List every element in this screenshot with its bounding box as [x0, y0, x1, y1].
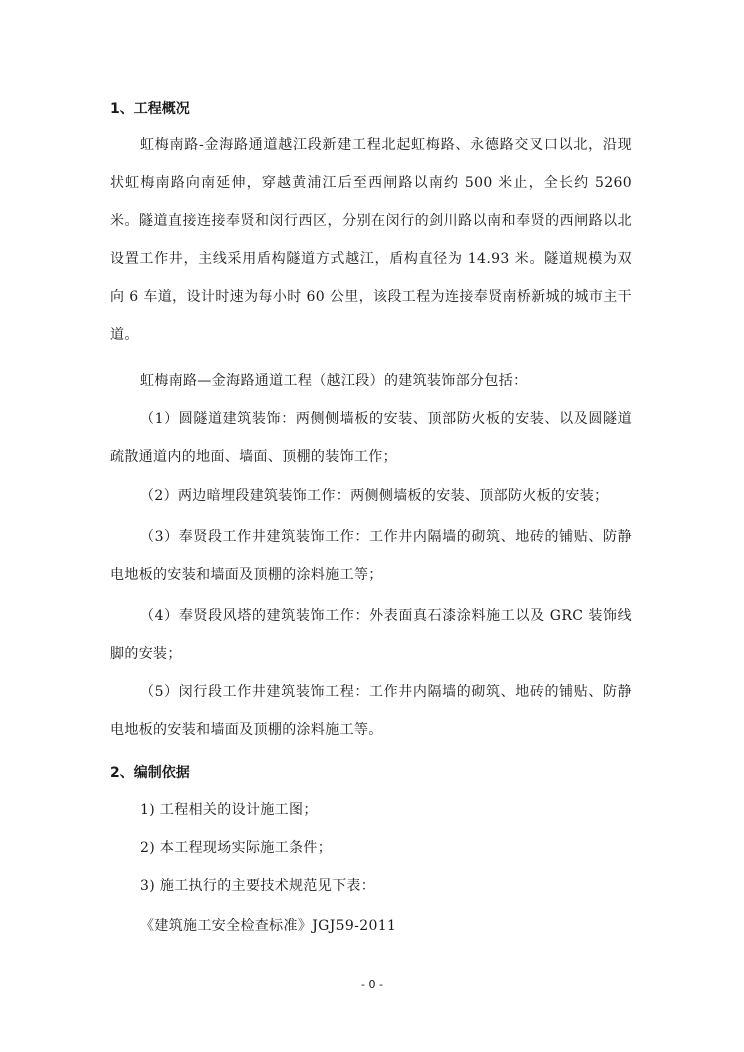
- scope-item-2: （2）两边暗埋段建筑装饰工作：两侧侧墙板的安装、顶部防火板的安装；: [140, 488, 609, 504]
- section-1-heading: 1、工程概况: [110, 101, 190, 117]
- basis-item-1: 1) 工程相关的设计施工图；: [140, 802, 318, 818]
- section-2-heading: 2、编制依据: [110, 765, 190, 781]
- scope-item-1: （1）圆隧道建筑装饰：两侧侧墙板的安装、顶部防火板的安装、以及圆隧道疏散通道内的地面、墙面、顶棚的装饰工作；: [110, 411, 632, 465]
- basis-item-3: 3) 施工执行的主要技术规范见下表：: [140, 878, 376, 894]
- basis-item-2: 2) 本工程现场实际施工条件；: [140, 840, 333, 856]
- page-number: - 0 -: [361, 978, 383, 991]
- safety-standard-reference: 《建筑施工安全检查标准》JGJ59-2011: [140, 918, 397, 934]
- decoration-scope-intro: 虹梅南路—金海路通道工程（越江段）的建筑装饰部分包括：: [140, 373, 528, 389]
- project-overview-paragraph: 虹梅南路-金海路通道越江段新建工程北起虹梅路、永德路交叉口以北，沿现状虹梅南路向南延伸，穿越黄浦江后至西闸路以南约 500 米止，全长约 5260 米。隧道直接连接奉贤和闵行西区，分别在闵行的剑川路以南和奉贤的西闸路以北设置工作井，主线采用盾构隧道方式越江，盾构直径为 14.93 米。隧道规模为双向 6 车道，设计时速为每小时 60 公里，该段工程为连接奉贤南桥新城的城市主干道。: [110, 137, 632, 343]
- scope-item-3: （3）奉贤段工作井建筑装饰工作：工作井内隔墙的砌筑、地砖的铺贴、防静电地板的安装和墙面及顶棚的涂料施工等；: [110, 529, 632, 583]
- scope-item-4: （4）奉贤段风塔的建筑装饰工作：外表面真石漆涂料施工以及 GRC 装饰线脚的安装；: [110, 608, 632, 662]
- scope-item-5: （5）闵行段工作井建筑装饰工程：工作井内隔墙的砌筑、地砖的铺贴、防静电地板的安装和墙面及顶棚的涂料施工等。: [110, 684, 632, 738]
